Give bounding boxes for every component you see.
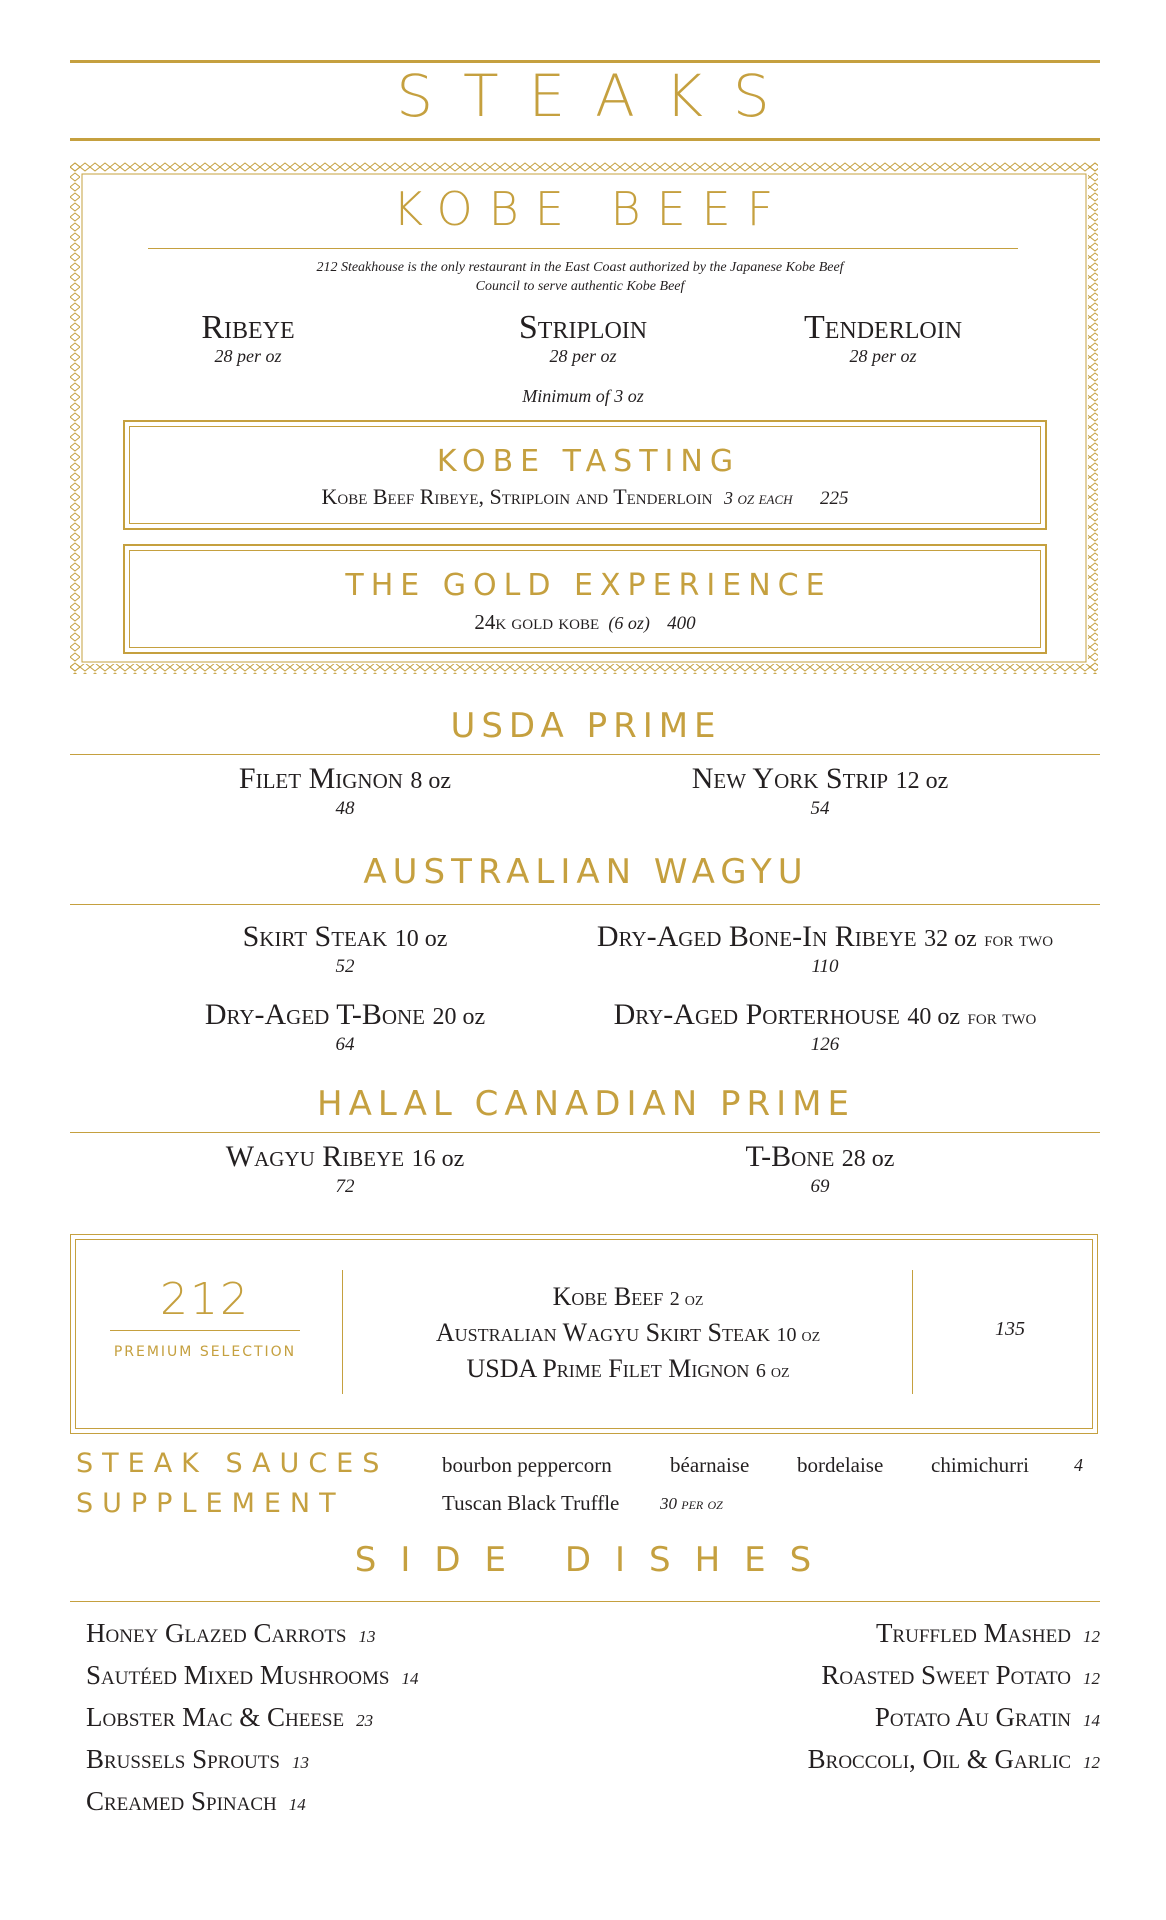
item-name: Australian Wagyu Skirt Steak xyxy=(435,1318,770,1347)
menu-item xyxy=(545,998,1105,1056)
premium-label: PREMIUM SELECTION xyxy=(113,1344,297,1360)
side-item xyxy=(86,1660,418,1691)
gold-experience-heading: THE GOLD EXPERIENCE xyxy=(345,568,832,603)
supplement-item: Tuscan Black Truffle xyxy=(442,1491,620,1515)
kobe-cut-tenderloin xyxy=(733,310,1033,366)
premium-item xyxy=(343,1316,913,1352)
item-name: USDA Prime Filet Mignon xyxy=(466,1354,750,1383)
cut-price: 28 per oz xyxy=(849,346,917,366)
cut-price: 28 per oz xyxy=(214,346,282,366)
side-item xyxy=(86,1618,376,1649)
item-size: 8 oz xyxy=(410,768,452,794)
gold-experience-box xyxy=(123,544,1047,654)
wagyu-rule xyxy=(70,904,1100,905)
item-price: 13 xyxy=(358,1627,376,1646)
halal-canadian-prime-heading: HALAL CANADIAN PRIME xyxy=(317,1084,855,1124)
item-name: T-Bone xyxy=(745,1140,835,1173)
sauce-option: béarnaise xyxy=(670,1453,750,1477)
cut-name: Tenderloin xyxy=(803,309,963,346)
premium-items xyxy=(343,1280,913,1388)
item-name: 24k gold kobe xyxy=(474,610,600,634)
premium-item xyxy=(343,1280,913,1316)
item-name: Filet Mignon xyxy=(238,762,403,795)
item-price: 72 xyxy=(335,1176,355,1197)
item-name: Roasted Sweet Potato xyxy=(821,1660,1071,1690)
item-size: 12 oz xyxy=(895,768,949,794)
item-name: Dry-Aged T-Bone xyxy=(204,998,426,1031)
sauce-option: chimichurri xyxy=(931,1453,1029,1477)
premium-divider xyxy=(110,1330,300,1331)
item-name: Sautéed Mixed Mushrooms xyxy=(86,1660,390,1690)
sauce-option: bordelaise xyxy=(797,1453,884,1477)
item-price: 54 xyxy=(810,798,830,819)
item-size: (6 oz) xyxy=(608,613,650,633)
item-price: 13 xyxy=(291,1753,309,1772)
item-size: 6 oz xyxy=(755,1360,790,1382)
side-dishes-rule xyxy=(70,1601,1100,1602)
item-price: 110 xyxy=(811,956,839,977)
item-price: 52 xyxy=(335,956,355,977)
item-name: Creamed Spinach xyxy=(86,1786,277,1816)
kobe-authorization-note: 212 Steakhouse is the only restaurant in the East Coast authorized by the Japanese Kobe Beef Council to serve authentic Kobe Beef xyxy=(316,260,844,294)
side-item xyxy=(875,1702,1100,1733)
side-item xyxy=(86,1702,373,1733)
usda-rule xyxy=(70,754,1100,755)
side-item xyxy=(821,1660,1100,1691)
supplement-price: 30 per oz xyxy=(660,1494,723,1513)
item-price: 126 xyxy=(810,1034,840,1055)
item-name: Truffled Mashed xyxy=(875,1618,1071,1648)
menu-item xyxy=(620,1140,1020,1198)
menu-item xyxy=(145,762,545,820)
item-size: 2 oz xyxy=(669,1288,704,1310)
item-name: Dry-Aged Bone-In Ribeye xyxy=(596,920,917,953)
item-size: 16 oz xyxy=(411,1146,465,1172)
menu-item xyxy=(545,920,1105,978)
page-title: STEAKS xyxy=(396,62,800,130)
item-size: 40 oz xyxy=(907,1004,961,1030)
item-size: 10 oz xyxy=(394,926,448,952)
kobe-cut-ribeye xyxy=(98,310,398,366)
side-item xyxy=(86,1786,306,1817)
halal-rule xyxy=(70,1132,1100,1133)
sauce-option: bourbon peppercorn xyxy=(442,1453,612,1477)
menu-item xyxy=(145,998,545,1056)
item-price: 12 xyxy=(1083,1753,1100,1772)
australian-wagyu-heading: AUSTRALIAN WAGYU xyxy=(363,852,809,892)
item-price: 14 xyxy=(288,1795,306,1814)
item-size: 20 oz xyxy=(432,1004,486,1030)
menu-item xyxy=(145,1140,545,1198)
kobe-heading-rule xyxy=(148,248,1018,249)
kobe-tasting-heading: KOBE TASTING xyxy=(436,444,741,479)
item-price: 400 xyxy=(667,613,696,634)
item-price: 64 xyxy=(335,1034,355,1055)
item-name: Dry-Aged Porterhouse xyxy=(613,998,900,1031)
kobe-beef-heading: KOBE BEEF xyxy=(392,182,790,236)
sauce-price: 4 xyxy=(1074,1455,1083,1475)
item-note: for two xyxy=(967,1004,1037,1029)
kobe-minimum-note: Minimum of 3 oz xyxy=(522,386,644,406)
item-name: Potato Au Gratin xyxy=(874,1702,1071,1732)
kobe-cut-striploin xyxy=(433,310,733,366)
kobe-tasting-line xyxy=(125,484,1045,510)
item-price: 14 xyxy=(401,1669,419,1688)
menu-item xyxy=(145,920,545,978)
item-name: Wagyu Ribeye xyxy=(225,1140,405,1173)
item-name: Brussels Sprouts xyxy=(86,1744,280,1774)
steak-sauces-heading: STEAK SAUCES xyxy=(76,1448,389,1479)
item-size: 32 oz xyxy=(924,926,977,952)
side-dishes-heading: SIDE DISHES xyxy=(354,1540,836,1580)
menu-item xyxy=(620,762,1020,820)
item-price: 12 xyxy=(1083,1669,1100,1688)
item-price: 69 xyxy=(810,1176,830,1197)
premium-price: 135 xyxy=(995,1318,1025,1340)
item-note: for two xyxy=(984,926,1054,951)
cut-name: Striploin xyxy=(518,309,648,346)
item-name: Broccoli, Oil & Garlic xyxy=(807,1744,1071,1774)
item-price: 225 xyxy=(820,488,849,509)
cut-price: 28 per oz xyxy=(549,346,617,366)
title-bottom-rule xyxy=(70,138,1100,141)
side-item xyxy=(808,1744,1100,1775)
item-size: 3 oz each xyxy=(723,488,793,508)
item-name: Skirt Steak xyxy=(242,920,388,953)
kobe-tasting-box xyxy=(123,420,1047,530)
premium-number: 212 xyxy=(160,1274,250,1325)
item-name: Kobe Beef xyxy=(552,1282,664,1311)
item-size: 10 oz xyxy=(776,1324,821,1346)
item-name: Lobster Mac & Cheese xyxy=(86,1702,345,1732)
side-item xyxy=(876,1618,1100,1649)
side-item xyxy=(86,1744,309,1775)
usda-prime-heading: USDA PRIME xyxy=(450,706,722,746)
item-name: New York Strip xyxy=(691,762,889,795)
premium-item xyxy=(343,1352,913,1388)
item-name: Honey Glazed Carrots xyxy=(86,1618,347,1648)
gold-experience-line xyxy=(125,610,1045,635)
cut-name: Ribeye xyxy=(201,309,295,346)
item-name: Kobe Beef Ribeye, Striploin and Tenderloin xyxy=(321,484,713,509)
item-price: 12 xyxy=(1083,1627,1100,1646)
item-price: 48 xyxy=(335,798,355,819)
item-price: 23 xyxy=(356,1711,374,1730)
item-size: 28 oz xyxy=(841,1146,895,1172)
supplement-heading: SUPPLEMENT xyxy=(76,1488,345,1519)
item-price: 14 xyxy=(1083,1711,1100,1730)
